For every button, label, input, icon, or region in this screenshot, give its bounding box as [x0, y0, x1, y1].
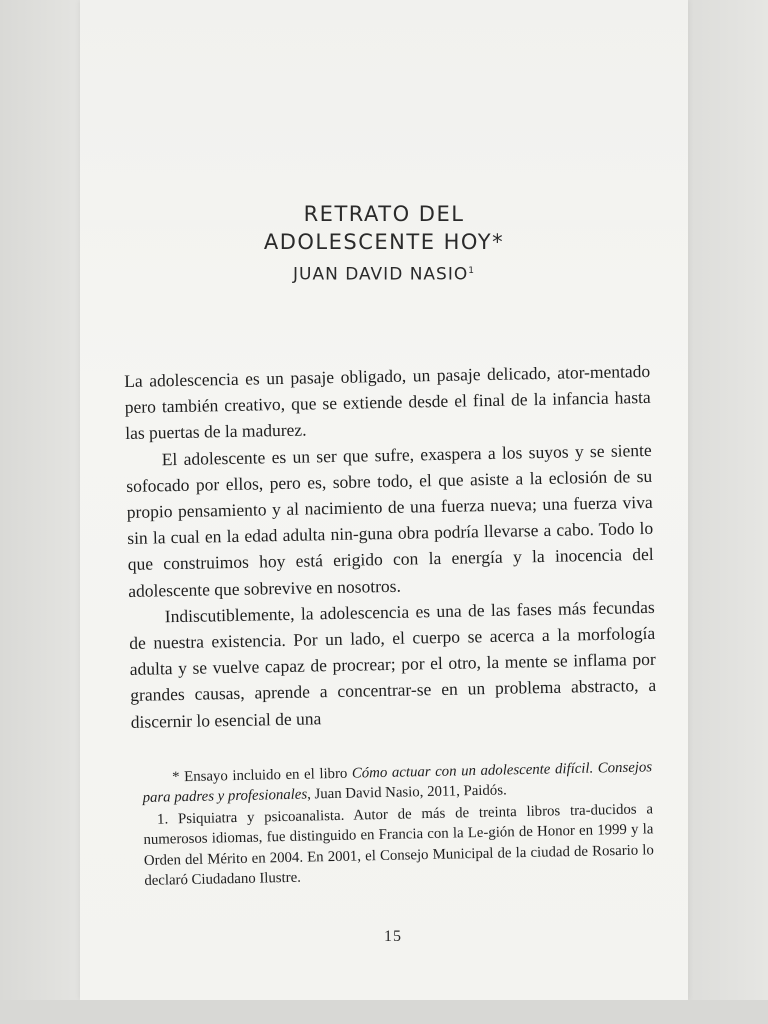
chapter-title — [80, 200, 688, 256]
chapter-title-line2: ADOLESCENTE HOY* — [263, 230, 505, 254]
background-right — [688, 0, 768, 1024]
show-through-text — [110, 8, 670, 34]
body-paragraph-1: La adolescencia es un pasaje obligado, un pasaje delicado, ator-mentado pero también creativo, que se extiende desde el final de la infancia hasta las puertas de la madurez. — [124, 360, 651, 444]
footnote-star-suffix: , Juan David Nasio, 2011, Paidós. — [306, 782, 507, 803]
chapter-heading — [80, 200, 688, 288]
background-left — [0, 0, 80, 1024]
footnotes — [142, 757, 654, 891]
author-note-mark: 1 — [468, 266, 475, 276]
body-text — [124, 358, 657, 735]
footnote-star-prefix: * Ensayo incluido en el libro — [172, 765, 353, 786]
page-number: 15 — [384, 928, 402, 945]
footnote-star-book-title: Cómo actuar con un adolescente difícil. Consejos para padres y profesionales — [142, 759, 653, 807]
footnote-1: 1. Psiquiatra y psicoanalista. Autor de más de treinta libros tra-ducidos a numerosos idiomas, fue distinguido en Francia con la Le-gión de Honor en 1999 y la Orden del Mérito en 2004. En 2001, el Consejo Municipal de la ciudad de Rosario lo declaró Ciudadano Ilustre. — [143, 801, 654, 890]
author-name — [80, 258, 688, 288]
body-paragraph-2: El adolescente es un ser que sufre, exaspera a los suyos y se siente sofocado por ellos, pero es, sobre todo, el que asiste a la eclosión de su propio pensamiento y al nacimiento de una fuerza nueva; una fuerza viva sin la cual en la edad adulta nin-guna obra podría llevarse a cabo. Todo lo que construimos hoy está erigido con la energía y la inocencia del adolescente que sobrevive en nosotros. — [126, 439, 654, 601]
body-paragraph-3: Indiscutiblemente, la adolescencia es una de las fases más fecundas de nuestra existencia. Por un lado, el cuerpo se acerca a la morfología adulta y se vuelve capaz de procrear; por el otro, la mente se inflama por grandes causas, aprende a concentrar-se en un problema abstracto, a discernir lo esencial de una — [129, 596, 657, 732]
chapter-title-line1: RETRATO DEL — [303, 202, 465, 226]
author-name-text: JUAN DAVID NASIO — [293, 264, 469, 285]
background-bottom — [0, 1000, 768, 1024]
